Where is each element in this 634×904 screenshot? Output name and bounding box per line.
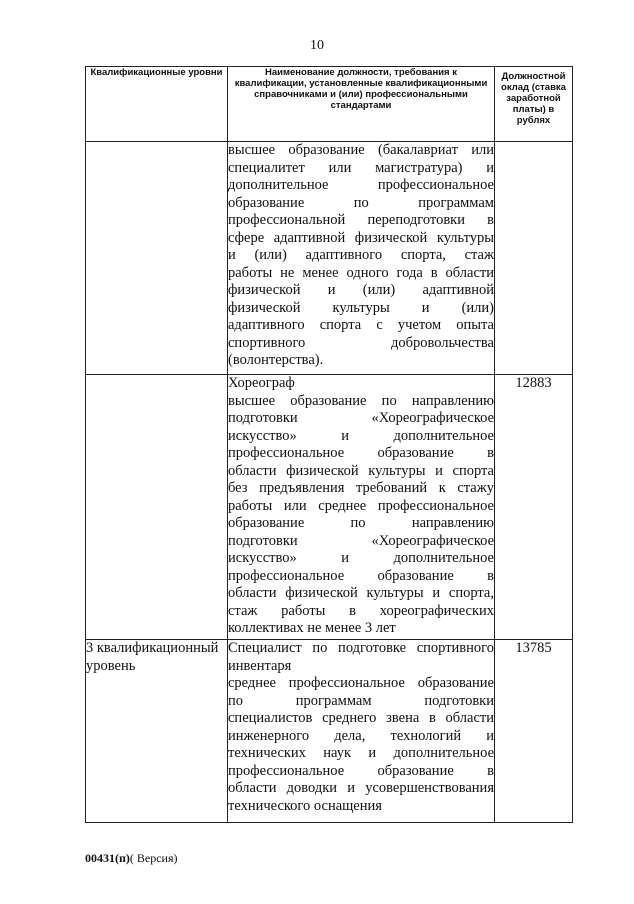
salary-cell bbox=[495, 142, 573, 375]
table-header-row bbox=[86, 67, 573, 142]
description-line: образование по направлению bbox=[228, 515, 494, 531]
description-line: физической и (или) адаптивной bbox=[228, 282, 494, 298]
description-line: технических наук и дополнительное bbox=[228, 745, 494, 761]
description-line: Хореограф bbox=[228, 375, 295, 391]
description-line: сфере адаптивной физической культуры bbox=[228, 229, 494, 246]
description-line: области физической культуры и спорта, bbox=[228, 585, 494, 601]
description-line: профессиональное образование в bbox=[228, 762, 494, 779]
description-line: Специалист по подготовке спортивного bbox=[228, 640, 494, 656]
qualification-level-cell: 3 квалификационный уровень bbox=[86, 640, 228, 823]
description-line: искусство» и дополнительное bbox=[228, 550, 494, 566]
description-line: работы или среднее профессиональное bbox=[228, 497, 494, 514]
description-line: специалитет или магистратура) и bbox=[228, 159, 494, 176]
description-line: дополнительное профессиональное bbox=[228, 177, 494, 193]
description-line: коллективах не менее 3 лет bbox=[228, 620, 396, 636]
description-line: области доводки и усовершенствования bbox=[228, 780, 494, 796]
description-line: без предъявления требований к стажу bbox=[228, 480, 494, 496]
header-qualification-levels: Квалификационные уровни bbox=[86, 67, 228, 142]
description-line: образование по программам bbox=[228, 194, 494, 211]
position-description-cell bbox=[228, 142, 495, 375]
description-line: искусство» и дополнительное bbox=[228, 427, 494, 444]
description-line: области физической культуры и спорта bbox=[228, 462, 494, 479]
description-line: инвентаря bbox=[228, 657, 292, 674]
description-line: работы не менее одного года в области bbox=[228, 264, 494, 281]
description-line: профессиональное образование в bbox=[228, 445, 494, 461]
description-line: подготовки «Хореографическое bbox=[228, 410, 494, 426]
header-salary: Должностной оклад (ставка заработной платы) в рублях bbox=[495, 67, 573, 142]
position-description-cell bbox=[228, 640, 495, 823]
description-line: специалистов среднего звена в области bbox=[228, 710, 494, 726]
description-line: высшее образование (бакалавриат или bbox=[228, 142, 494, 158]
salary-cell: 12883 bbox=[495, 375, 573, 640]
document-version: ( Версия) bbox=[129, 851, 178, 865]
description-line: спортивного добровольчества bbox=[228, 334, 494, 351]
description-line: по программам подготовки bbox=[228, 692, 494, 709]
description-line: адаптивного спорта с учетом опыта bbox=[228, 317, 494, 333]
footer bbox=[85, 851, 178, 866]
qualification-level-cell bbox=[86, 142, 228, 375]
qualification-level-cell bbox=[86, 375, 228, 640]
description-line: среднее профессиональное образование bbox=[228, 675, 494, 691]
description-line: физической культуры и (или) bbox=[228, 299, 494, 316]
description-line: (волонтерства). bbox=[228, 352, 324, 368]
document-code: 00431(п) bbox=[85, 851, 130, 865]
description-line: и (или) адаптивного спорта, стаж bbox=[228, 247, 494, 263]
salary-cell: 13785 bbox=[495, 640, 573, 823]
page-number: 10 bbox=[310, 38, 324, 53]
description-line: технического оснащения bbox=[228, 797, 382, 814]
qualification-table bbox=[85, 66, 573, 823]
table-row bbox=[86, 640, 573, 823]
description-line: профессиональное образование в bbox=[228, 567, 494, 584]
description-line: стаж работы в хореографических bbox=[228, 602, 494, 619]
position-description-cell bbox=[228, 375, 495, 640]
description-line: подготовки «Хореографическое bbox=[228, 532, 494, 549]
description-line: профессиональной переподготовки в bbox=[228, 212, 494, 228]
header-position-requirements: Наименование должности, требования к квалификации, установленные квалификационными справочниками и (или) профессиональными стандартами bbox=[228, 67, 495, 142]
table-row bbox=[86, 375, 573, 640]
table-row bbox=[86, 142, 573, 375]
description-line: инженерного дела, технологий и bbox=[228, 727, 494, 744]
description-line: высшее образование по направлению bbox=[228, 392, 494, 409]
